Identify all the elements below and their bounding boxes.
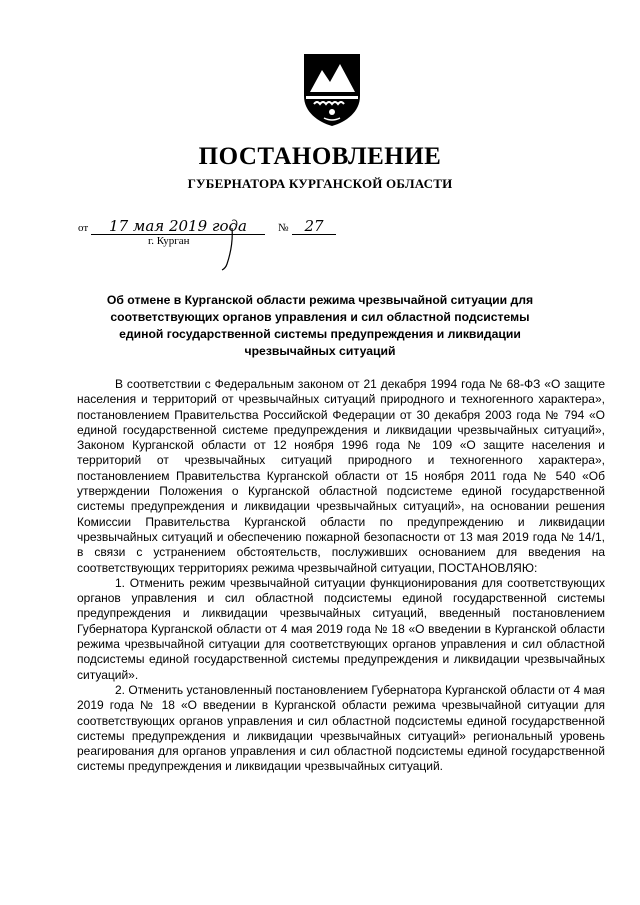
document-number: 27 [292,218,336,235]
document-heading: Об отмене в Курганской области режима чрезвычайной ситуации для соответствующих органов управления и сил областной подсистемы единой государственной системы предупреждения и ликвидации чрезвычайных ситуаций [106,293,534,358]
document-body [77,377,605,775]
kurgan-oblast-coat-of-arms-icon [300,52,364,128]
preamble-paragraph: В соответствии с Федеральным законом от 21 декабря 1994 года № 68-ФЗ «О защите населения и территорий от чрезвычайных ситуаций природного и техногенного характера», постановлением Правительства Российской Федерации от 30 декабря 2003 года № 794 «О единой государственной системе предупреждения и ликвидации чрезвычайных ситуаций», Законом Курганской области от 12 ноября 1996 года № 109 «О защите населения и территорий от чрезвычайных ситуаций природного и техногенного характера», постановлением Правительства Курганской области от 15 ноября 2011 года № 540 «Об утверждении Положения о Курганской областной подсистеме единой государственной системы предупреждения и ликвидации чрезвычайных ситуаций», на основании решения Комиссии Правительства Курганской области по предупреждению и ликвидации чрезвычайных ситуаций и обеспечению пожарной безопасности от 13 мая 2019 года № 14/1, в связи с устранением обстоятельств, послуживших основанием для введения на соответствующих территориях режима чрезвычайной ситуации, ПОСТАНОВЛЯЮ: [77,377,605,575]
handwritten-stroke-icon [218,226,238,272]
document-city: г. Курган [148,235,190,247]
document-date: 17 мая 2019 года [91,218,265,235]
clause-1-paragraph: 1. Отменить режим чрезвычайной ситуации функционирования для соответствующих органов управления и сил областной подсистемы единой государственной системы предупреждения и ликвидации чрезвычайных ситуаций, введенный постановлением Губернатора Курганской области от 4 мая 2019 года № 18 «О введении в Курганской области режима чрезвычайной ситуации для соответствующих органов управления и сил областной подсистемы единой государственной системы предупреждения и ликвидации чрезвычайных ситуаций». [77,575,605,682]
page-subtitle: ГУБЕРНАТОРА КУРГАНСКОЙ ОБЛАСТИ [187,176,453,191]
page-title: ПОСТАНОВЛЕНИЕ [198,143,442,170]
date-prefix: от [78,222,89,234]
document-date-line [78,216,338,236]
number-prefix: № [278,222,289,234]
clause-2-paragraph: 2. Отменить установленный постановлением Губернатора Курганской области от 4 мая 2019 года № 18 «О введении в Курганской области режима чрезвычайной ситуации для соответствующих органов управления и сил областной подсистемы единой государственной системы предупреждения и ликвидации чрезвычайных ситуаций» региональный уровень реагирования для органов управления и сил областной подсистемы единой государственной системы предупреждения и ликвидации чрезвычайных ситуаций. [77,682,605,774]
